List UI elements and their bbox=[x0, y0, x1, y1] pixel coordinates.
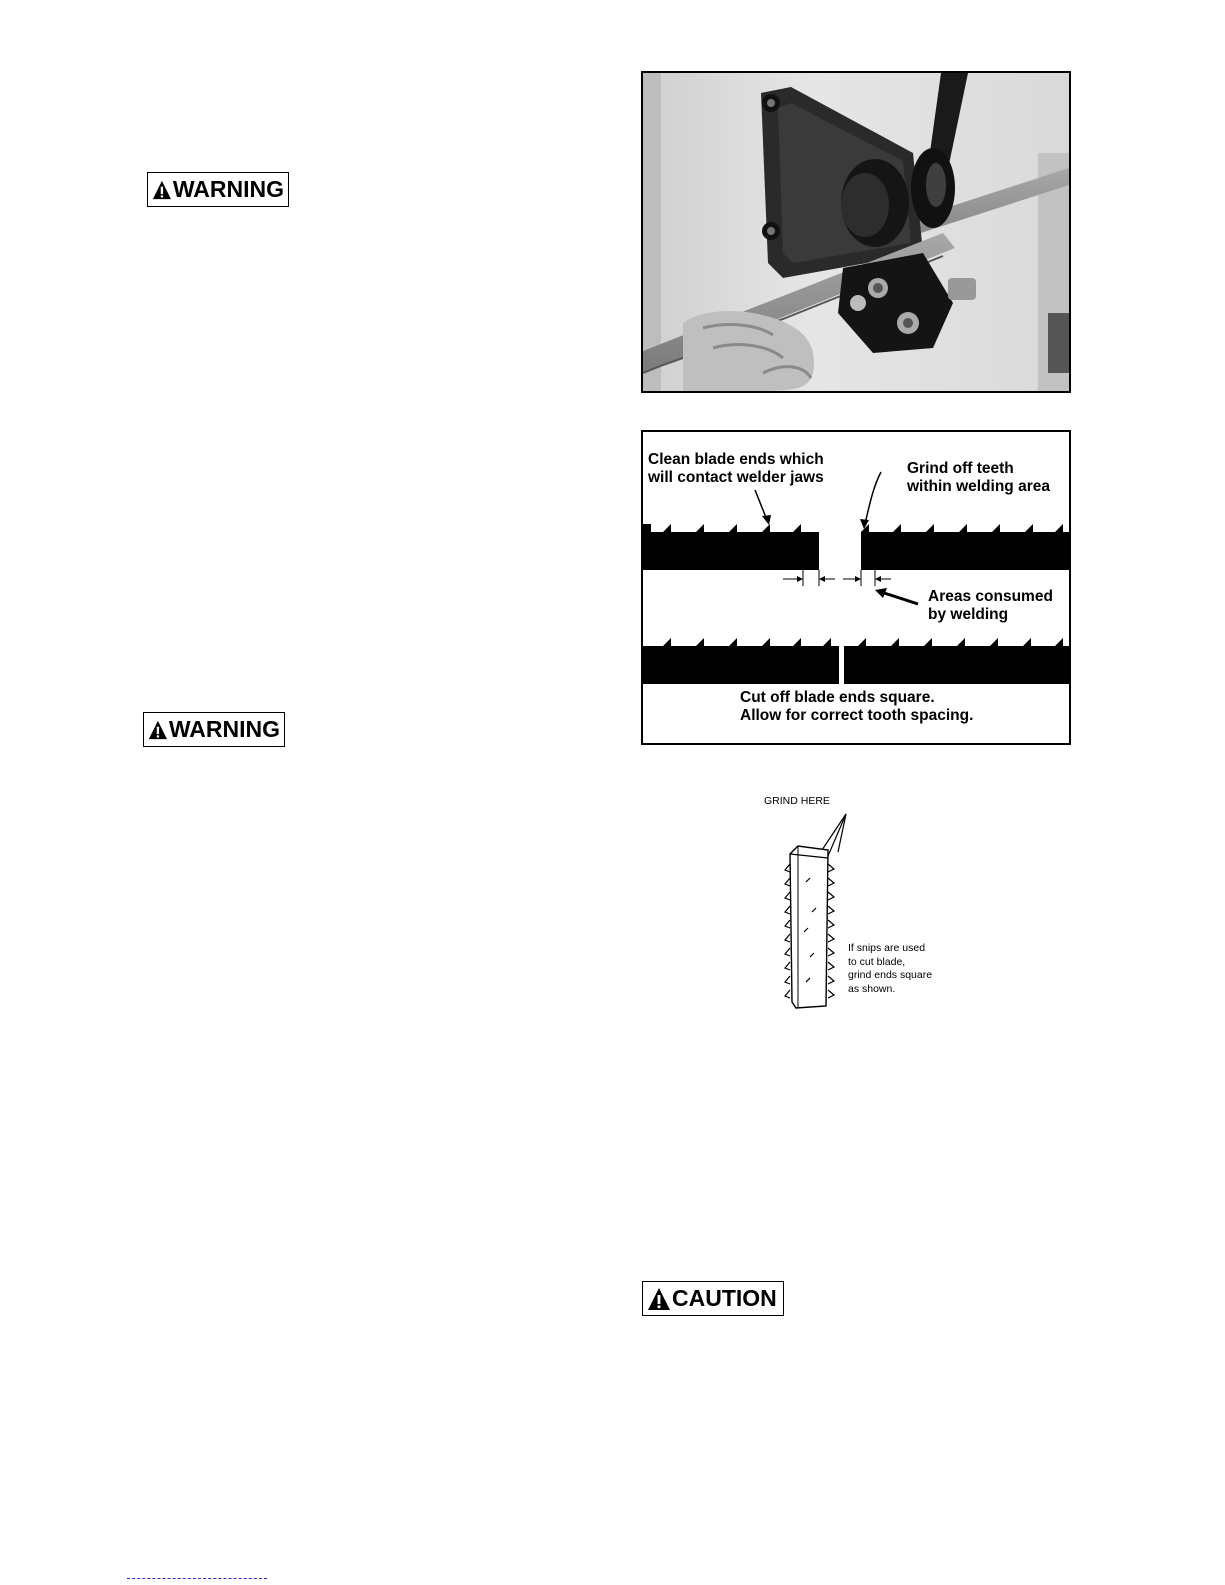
welder-photo-illustration bbox=[643, 73, 1069, 391]
grind-here-label: GRIND HERE bbox=[764, 795, 830, 807]
areas-label-line-2: by welding bbox=[928, 606, 1009, 623]
snips-note-line-3: grind ends square bbox=[848, 969, 933, 981]
areas-label-line-1: Areas consumed bbox=[928, 588, 1053, 605]
warning-word: WARNING bbox=[168, 716, 280, 742]
cut-label-line-1: Cut off blade ends square. bbox=[740, 689, 935, 706]
snips-note-line-2: to cut blade, bbox=[848, 955, 906, 968]
warning-word: WARNING bbox=[172, 176, 284, 202]
clean-label-line-2: will contact welder jaws bbox=[648, 469, 824, 486]
blade-weld-diagram bbox=[641, 430, 1071, 745]
warning-triangle-icon bbox=[152, 178, 172, 202]
grind-teeth-label bbox=[907, 460, 1050, 496]
cut-square-label bbox=[740, 689, 973, 725]
snips-note-line-4: as shown. bbox=[848, 982, 896, 995]
warning-label-top bbox=[147, 172, 289, 207]
grind-here-figure bbox=[750, 792, 960, 1014]
caution-label bbox=[642, 1281, 784, 1316]
footer-rule bbox=[127, 1577, 267, 1579]
caution-word: CAUTION bbox=[672, 1285, 777, 1311]
warning-label-bottom bbox=[143, 712, 285, 747]
snips-note bbox=[848, 942, 932, 996]
grind-label-line-2: within welding area bbox=[907, 478, 1050, 495]
clean-label-line-1: Clean blade ends which bbox=[648, 451, 824, 468]
caution-triangle-icon bbox=[647, 1287, 671, 1311]
clean-blade-ends-label bbox=[648, 451, 824, 487]
areas-consumed-label bbox=[928, 588, 1053, 624]
snips-note-line-1: If snips are used bbox=[848, 942, 926, 954]
welder-photo bbox=[641, 71, 1071, 393]
warning-triangle-icon bbox=[148, 718, 168, 742]
grind-label-line-1: Grind off teeth bbox=[907, 460, 1014, 477]
cut-label-line-2: Allow for correct tooth spacing. bbox=[740, 707, 974, 724]
